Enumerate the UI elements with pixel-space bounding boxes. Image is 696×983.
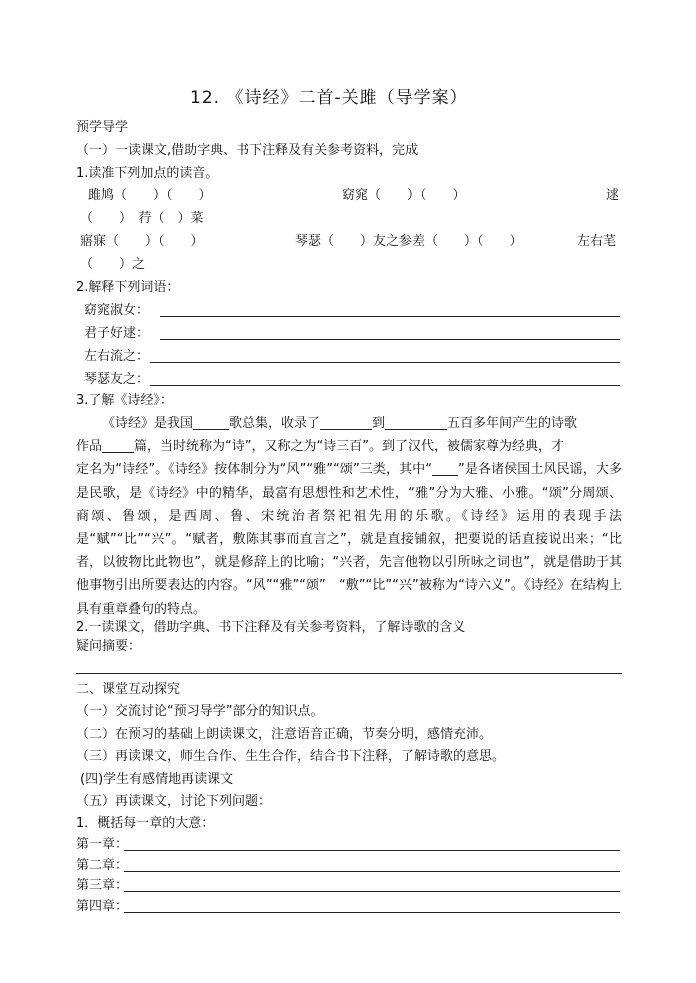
questions-label: 疑问摘要： — [76, 639, 142, 654]
answer-line[interactable] — [160, 316, 620, 317]
pinyin-row-2: （ ） 荇（ ）菜 — [80, 211, 204, 226]
fill-blank[interactable] — [385, 415, 447, 430]
answer-line[interactable] — [124, 850, 620, 851]
para-text: 风民谣，大多是民歌，是《诗经》中的精华，最富有思想性和艺术性，“雅”分为大雅、小雅。“颂”分周颂、商颂、鲁颂，是西周、鲁、宋统治者祭祀祖先用的乐歌。《诗经》运用的表现手法是“赋”“比”“兴”。“赋者，敷陈其事而直言之”，就是直接铺叙，把要说的话直接说出来；“比者，以彼物比此物也”，就是修辞上的比喻；“兴者，先言他物以引所咏之词也”，就是借助于其他事物引出所要表达的内容。“风”“雅”“颂” “敷”“比”“兴”被称为“诗六义”。《诗经》在结构上具有重章叠句的特点。 — [76, 462, 622, 617]
answer-line[interactable] — [150, 362, 620, 363]
fill-blank[interactable] — [320, 415, 372, 430]
fill-blank[interactable] — [432, 461, 458, 476]
classroom-item: （三）再读课文，师生合作、生生合作，结合书下注释，了解诗歌的意思。 — [76, 749, 506, 764]
pinyin-row-1c: 逑 — [606, 188, 620, 203]
classroom-item: （二）在预习的基础上朗读课文，注意语音正确，节奏分明，感情充沛。 — [76, 727, 493, 742]
pinyin-row-1b: 窈窕（ ）（ ） — [342, 188, 466, 203]
section-heading-classroom: 二、课堂互动探究 — [76, 682, 181, 697]
para-text: 作品 — [76, 439, 103, 455]
step-two-instruction: 2.一读课文，借助字典、书下注释及有关参考资料，了解诗歌的含义 — [76, 620, 466, 635]
para-text: ”是各诸侯国土 — [458, 462, 544, 478]
para-text: 到 — [372, 416, 386, 431]
question-1-label: 1.读准下列加点的读音。 — [76, 166, 219, 181]
chapter-label: 第四章： — [76, 899, 129, 914]
chapter-label: 第一章： — [76, 837, 129, 852]
pinyin-row-3b: 琴瑟（ ）友之参差（ ）（ ） — [295, 234, 523, 249]
term-label: 窈窕淑女： — [84, 303, 150, 318]
pinyin-row-4: （ ）之 — [80, 257, 146, 272]
fill-blank[interactable] — [102, 438, 134, 453]
term-label: 君子好逑： — [84, 326, 150, 341]
pinyin-row-3c: 左右芼 — [577, 234, 617, 249]
answer-line[interactable] — [124, 912, 620, 913]
step-one-instruction: （一）一读课文,借助字典、书下注释及有关参考资料，完成 — [76, 143, 419, 158]
answer-line[interactable] — [160, 339, 620, 340]
page-title: 12. 《诗经》二首-关雎（导学案） — [190, 88, 468, 108]
section-heading-preview: 预学导学 — [76, 120, 129, 135]
term-label: 左右流之： — [84, 349, 150, 364]
chapter-label: 第二章： — [76, 858, 129, 873]
shijing-paragraph — [76, 412, 622, 621]
answer-line[interactable] — [150, 385, 620, 386]
answer-line[interactable] — [124, 891, 620, 892]
classroom-item: （五）再读课文，讨论下列问题： — [76, 794, 272, 809]
question-2-label: 2.解释下列词语： — [76, 280, 180, 295]
term-label: 琴瑟友之： — [84, 372, 150, 387]
para-text: 定名为“诗经”。《诗经》按体制分为“风”“雅”“颂”三类，其中“ — [76, 462, 433, 478]
para-text: 《诗经》是我国 — [102, 416, 194, 431]
pinyin-row-3a: 寤寐（ ）（ ） — [80, 234, 204, 249]
chapter-label: 第三章： — [76, 878, 129, 893]
answer-line[interactable] — [124, 871, 620, 872]
question-3-label: 3.了解《诗经》： — [76, 393, 173, 408]
fill-blank[interactable] — [193, 415, 229, 430]
para-text: 歌总集，收录了 — [229, 416, 321, 431]
pinyin-row-1a: 雎鸠（ ）（ ） — [88, 188, 212, 203]
classroom-item: (四)学生有感情地再读课文 — [80, 772, 234, 787]
classroom-item: （一）交流讨论“预习导学”部分的知识点。 — [76, 704, 324, 719]
para-text: 五百多年间产生的诗歌 — [447, 416, 578, 431]
para-text: 篇，当时统称为“诗”，又称之为“诗三百”。到了汉代，被儒家尊为经典，才 — [134, 439, 564, 455]
task-1-label: 1．概括每一章的大意： — [76, 816, 215, 831]
notes-line[interactable] — [76, 673, 622, 674]
